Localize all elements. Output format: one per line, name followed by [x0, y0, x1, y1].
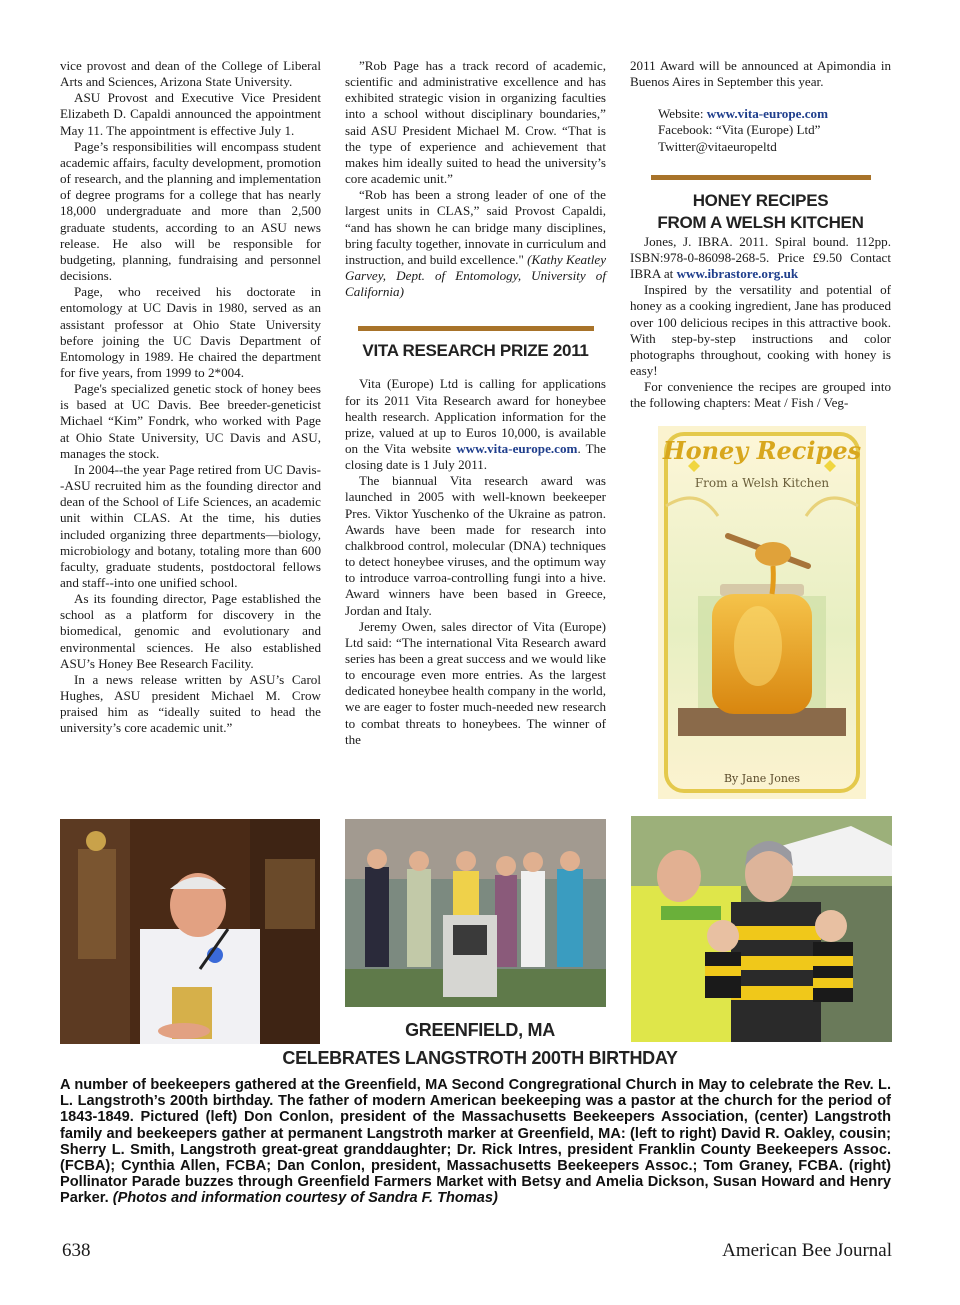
book-author: By Jane Jones: [723, 772, 801, 785]
quote-text: “Rob has been a strong leader of one of the largest units in CLAS,” said Provost Capaldi, “and has shown he can bridge many disciplines, bring faculty together, innovate in curriculum and instruction, and build excellence.": [345, 187, 606, 267]
paragraph: [345, 376, 606, 473]
article-column-2: [345, 58, 606, 748]
photo-langstroth-marker-group: [345, 819, 606, 1007]
book-title: Honey Recipes: [662, 436, 862, 465]
paragraph: In 2004--the year Page retired from UC Davis--ASU recruited him as the founding director and dean of the School of Life Sciences, an academic unit within CLAS. At the time, his duties included organizing three departments—biology, microbiology and botany, totaling more than 600 faculty, graduate students, postdoctoral fellows and staff--into one unified school.: [60, 461, 321, 590]
paragraph: Page's specialized genetic stock of honey bees is based at UC Davis. Bee breeder-geneticist Michael “Kim” Fondrk, who worked with Page at Ohio State University, UC Davis and ASU, manages the stock.: [60, 381, 321, 461]
publication-name: American Bee Journal: [722, 1240, 892, 1261]
vita-website-link[interactable]: www.vita-europe.com: [456, 440, 578, 456]
book-subtitle: From a Welsh Kitchen: [694, 476, 830, 490]
contact-twitter: Twitter@vitaeuropeltd: [658, 138, 777, 154]
article-column-1: [60, 58, 321, 737]
photo-don-conlon: [60, 819, 320, 1044]
paragraph: Page, who received his doctorate in entomology at UC Davis in 1980, served as an assistant professor at Ohio State University before joining the UC Davis Department of Entomology in 1989. He chaired the department for five years, from 1999 to 2*004.: [60, 284, 321, 380]
quote-paragraph: [345, 187, 606, 300]
paragraph: Page’s responsibilities will encompass student academic affairs, faculty development, promotion of research, and the planning and implementation of degree programs for a college that has nearly 18,000 undergraduate and more than 2,500 graduate students, according to an ASU news release. He also will be responsible for budgeting, planning, fundraising and personnel decisions.: [60, 138, 321, 284]
paragraph: The biannual Vita research award was launched in 2005 with well-known beekeeper Pres. Viktor Yuschenko of the Ukraine as patron. Awards have been made for research into chalkbrood control, molecular (DNA) techniques to detect honeybee viruses, and the optimum way to introduce varroa-controlling fungi into a hive. Award winners have been based in Greece, Jordan and Italy.: [345, 473, 606, 618]
vita-text: Vita (Europe) Ltd is calling for applications for its 2011 Vita Research award for honeybee health research. Application information for the prize, valued at up to Euros 10,000, is available on the Vita website: [345, 376, 606, 456]
caption-title-line-1: GREENFIELD, MA: [405, 1020, 555, 1040]
ibra-store-link[interactable]: www.ibrastore.org.uk: [676, 266, 799, 282]
section-divider: [651, 175, 871, 180]
paragraph: vice provost and dean of the College of Liberal Arts and Sciences, Arizona State University.: [60, 58, 321, 90]
photo-caption-title: [60, 1018, 900, 1070]
paragraph: As its founding director, Page established the school as a platform for discovery in the biomedical, genomic and evolutionary and environmental sciences. He also established ASU’s Honey Bee Research Facility.: [60, 591, 321, 671]
caption-credit: (Photos and information courtesy of Sandra F. Thomas): [112, 1190, 498, 1207]
section-heading-honey-2: FROM A WELSH KITCHEN: [657, 212, 864, 232]
paragraph: ASU Provost and Executive Vice President Elizabeth D. Capaldi announced the appointment May 11. The appointment is effective July 1.: [60, 90, 321, 138]
book-cover-image: [658, 426, 866, 799]
section-divider: [358, 326, 594, 331]
caption-title-line-2: CELEBRATES LANGSTROTH 200TH BIRTHDAY: [282, 1048, 678, 1068]
photo-caption-body: [60, 1077, 891, 1207]
book-info-text: Jones, J. IBRA. 2011. Spiral bound. 112pp. ISBN:978-0-86098-268-5. Price £9.50 Contact IBRA at: [630, 233, 891, 282]
photo-pollinator-parade: [631, 816, 892, 1042]
paragraph: For convenience the recipes are grouped into the following chapters: Meat / Fish / Veg-: [630, 379, 891, 411]
section-heading-honey-1: HONEY RECIPES: [692, 190, 829, 210]
quote-paragraph: ”Rob Page has a track record of academic, scientific and administrative excellence and has exhibited strategic vision in organizing faculties into a school without disciplinary boundaries,” said ASU President Michael M. Crow. “That is the type of experience and achievement that makes him ideally suited to head the university’s core academic unit.”: [345, 58, 606, 187]
website-link[interactable]: www.vita-europe.com: [706, 106, 828, 122]
vita-text: . The closing date is 1 July 2011.: [345, 440, 606, 473]
section-heading-vita: VITA RESEARCH PRIZE 2011: [362, 341, 589, 361]
paragraph: In a news release written by ASU’s Carol Hughes, ASU president Michael M. Crow praised him as “ideally suited to head the university’s core academic unit.”: [60, 671, 321, 736]
book-info: [630, 234, 891, 282]
paragraph: 2011 Award will be announced at Apimondia in Buenos Aires in September this year.: [630, 58, 891, 90]
caption-text: A number of beekeepers gathered at the Greenfield, MA Second Congregrational Church in May to celebrate the Rev. L. L. Langstroth’s 200th birthday. The father of modern American beekeeping was a pastor at the church for the period of 1843-1849. Pictured (left) Don Conlon, president of the Massachusetts Beekeepers Association, (center) Langstroth family and beekeepers gather at permanent Langstroth marker at Greenfield, MA: (left to right) David R. Oakley, cousin; Sherry L. Smith, Langstroth great-great granddaughter; Dr. Rick Intres, president Franklin County Beekeepers Assoc. (FCBA); Cynthia Allen, FCBA; Dan Conlon, president, Massachusetts Beekeepers Assoc.; Tom Graney, FCBA. (right) Pollinator Parade buzzes through Greenfield Farmers Market with Betsy and Amelia Dickson, Susan Howard and Henry Parker.: [60, 1077, 891, 1207]
paragraph: Inspired by the versatility and potential of honey as a cooking ingredient, Jane has produced over 100 delicious recipes in this attractive book. With step-by-step instructions and color photographs throughout, cooking with honey is easy!: [630, 282, 891, 379]
contact-website: [630, 106, 891, 122]
contact-facebook: Facebook: “Vita (Europe) Ltd”: [658, 122, 821, 138]
article-column-3: [630, 58, 891, 412]
quote-credit: (Kathy Keatley Garvey, Dept. of Entomology, University of California): [345, 251, 607, 300]
page-number: 638: [62, 1240, 91, 1261]
website-label: Website:: [658, 106, 707, 122]
paragraph: Jeremy Owen, sales director of Vita (Europe) Ltd said: “The international Vita Research award series has been a great success and we would like to encourage even more entries. As the largest dedicated honeybee health company in the world, we are eager to foster much-needed new research to combat threats to honeybees. The winner of the: [345, 618, 606, 747]
